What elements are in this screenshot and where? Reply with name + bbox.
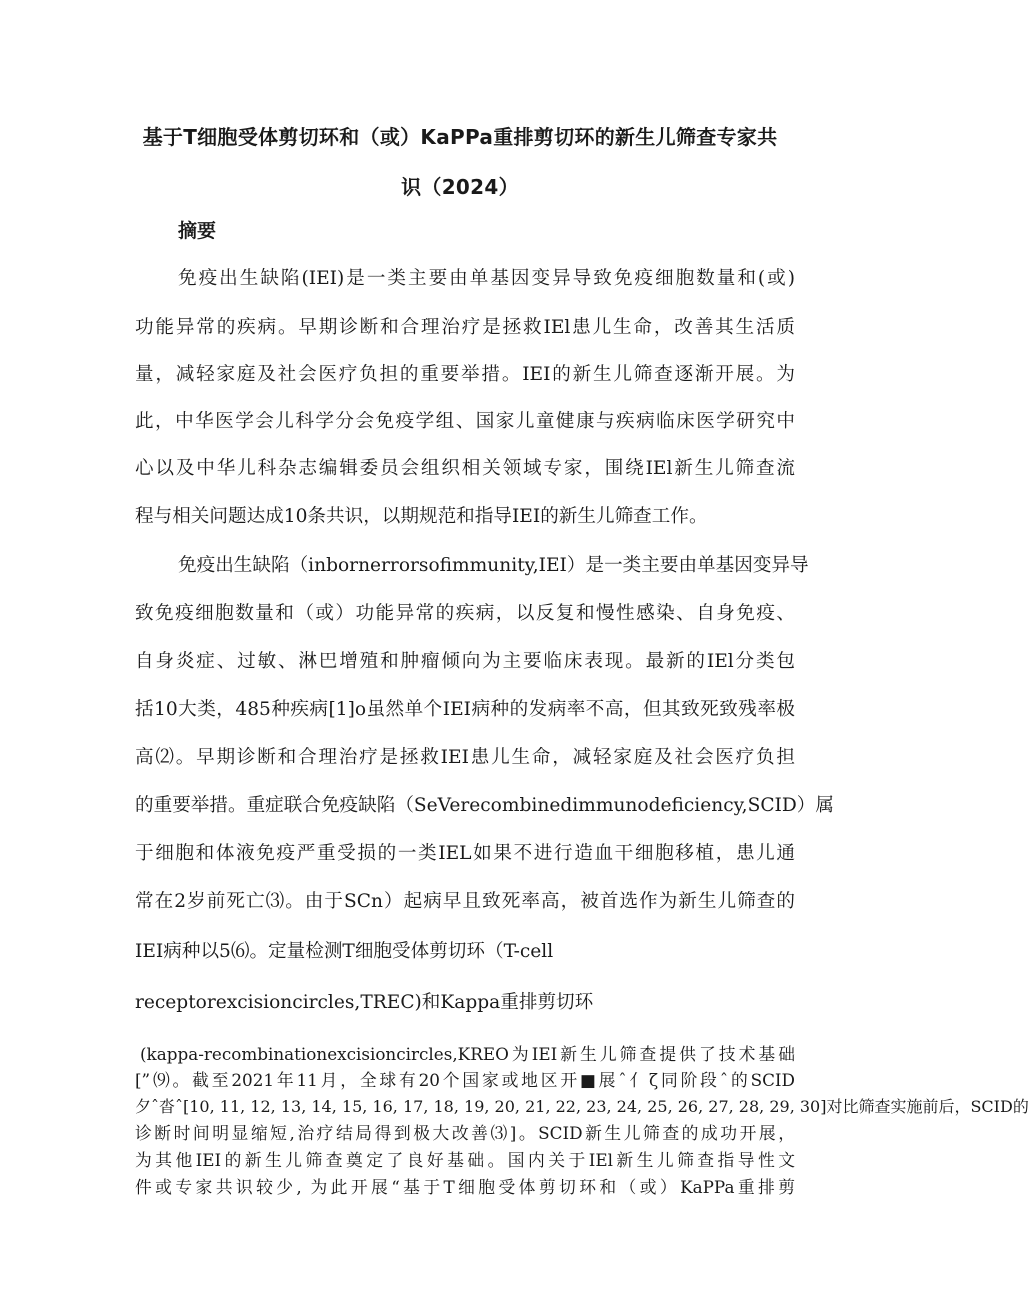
abstract-line: 心以及中华儿科杂志编辑委员会组织相关领域专家，围绕IEl新生儿筛查流 <box>135 458 795 479</box>
document-title-line-1: 基于T细胞受体剪切环和（或）KaPPa重排剪切环的新生儿筛查专家共 <box>142 125 778 149</box>
body-line: 诊断时间明显缩短,治疗结局得到极大改善⑶]。SCID新生儿筛查的成功开展， <box>135 1123 795 1143</box>
body-line: 于细胞和体液免疫严重受损的一类IEL如果不进行造血干细胞移植，患儿通 <box>135 843 795 864</box>
abstract-line: 量，减轻家庭及社会医疗负担的重要举措。IEI的新生儿筛查逐渐开展。为 <box>135 364 795 385</box>
body-line: 的重要举措。重症联合免疫缺陷（SeVerecombinedimmunodeficiency,SCID）属 <box>135 795 834 816</box>
body-line: [”⑼。截至2021年11月，全球有20个国家或地区开■展ˆ亻ζ同阶段ˆ的SCID <box>135 1070 795 1090</box>
body-line: 常在2岁前死亡⑶。由于SCn）起病早且致死率高，被首选作为新生儿筛查的 <box>135 891 795 912</box>
abstract-heading: 摘要 <box>178 220 217 242</box>
body-line: (kappa-recombinationexcisioncircles,KREO为IEI新生儿筛查提供了技术基础 <box>140 1044 795 1064</box>
body-line: 免疫出生缺陷（inbornerrorsofimmunity,IEI）是一类主要由单基因变异导 <box>178 555 809 576</box>
body-line: receptorexcisioncircles,TREC)和Kappa重排剪切环 <box>135 992 594 1013</box>
body-line: 高⑵。早期诊断和合理治疗是拯救IEI患儿生命，减轻家庭及社会医疗负担 <box>135 747 795 768</box>
body-line: 为其他IEI的新生儿筛查奠定了良好基础。国内关于IEl新生儿筛查指导性文 <box>135 1150 795 1170</box>
abstract-line: 功能异常的疾病。早期诊断和合理治疗是拯救IEl患儿生命，改善其生活质 <box>135 317 795 338</box>
abstract-line: 此，中华医学会儿科学分会免疫学组、国家儿童健康与疾病临床医学研究中 <box>135 411 795 432</box>
abstract-line: 免疫出生缺陷(IEI)是一类主要由单基因变异导致免疫细胞数量和(或) <box>178 268 795 289</box>
body-line: IEI病种以5⑹。定量检测T细胞受体剪切环（T-cell <box>135 941 554 962</box>
body-line: 括10大类，485种疾病[1]o虽然单个IEI病种的发病率不高，但其致死致残率极 <box>135 699 795 720</box>
body-line: 致免疫细胞数量和（或）功能异常的疾病，以反复和慢性感染、自身免疫、 <box>135 603 795 624</box>
body-line: 件或专家共识较少, 为此开展“基于T细胞受体剪切环和（或）KaPPa重排剪 <box>135 1177 795 1197</box>
abstract-line: 程与相关问题达成10条共识，以期规范和指导IEI的新生儿筛查工作。 <box>135 506 708 527</box>
body-line: 夕ˆ沓ˆ[10, 11, 12, 13, 14, 15, 16, 17, 18, 19, 20, 21, 22, 23, 24, 25, 26, 27, 28, 29, 30]对比筛查实施前后，SCID的 <box>135 1097 1029 1116</box>
body-line: 自身炎症、过敏、淋巴增殖和肿瘤倾向为主要临床表现。最新的IEl分类包 <box>135 651 795 672</box>
document-title-line-2: 识（2024） <box>401 175 519 199</box>
